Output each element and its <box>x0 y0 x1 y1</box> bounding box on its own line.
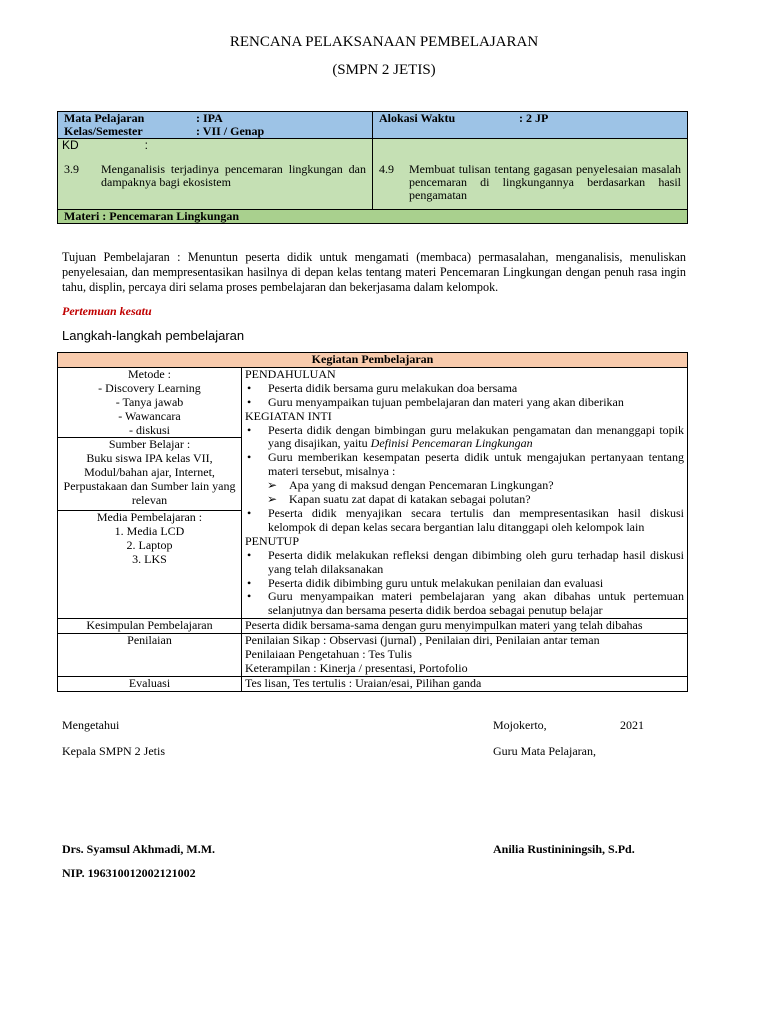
question-item: ➢ Kapan suatu zat dapat di katakan sebagai polutan? <box>267 492 531 507</box>
kd-right-text: Membuat tulisan tentang gagasan penyelesaian masalah pencemaran di lingkungannya berdasarkan hasil pengamatan <box>409 162 681 202</box>
guru-name: Anilia Rustininingsih, S.Pd. <box>493 842 635 856</box>
year-label: 2021 <box>620 718 644 732</box>
mengetahui-label: Mengetahui <box>62 718 120 732</box>
kelas-label: Kelas/Semester <box>64 124 143 138</box>
document-title: RENCANA PELAKSANAAN PEMBELAJARAN <box>229 34 539 50</box>
inti-heading: KEGIATAN INTI <box>245 408 332 423</box>
penilaian-item: Penilaiaan Pengetahuan : Tes Tulis <box>245 647 412 662</box>
list-item: • Guru menyampaikan tujuan pembelajaran dan materi yang akan diberikan <box>247 394 624 409</box>
kd-left-number: 3.9 <box>64 162 79 176</box>
arrow-icon: ➢ <box>267 492 278 507</box>
alokasi-label: Alokasi Waktu <box>379 111 456 125</box>
kepala-nip: NIP. 196310012002121002 <box>62 866 196 880</box>
kesimpulan-label: Kesimpulan Pembelajaran <box>58 619 242 634</box>
media-item: 2. Laptop <box>126 538 173 553</box>
kd-right-number: 4.9 <box>379 162 394 176</box>
list-item: • Peserta didik dengan bimbingan guru melakukan pengamatan dan menanggapi topik yang disajikan, yaitu Definisi Pencemaran Lingkungan <box>247 422 684 451</box>
question-item: ➢ Apa yang di maksud dengan Pencemaran Lingkungan? <box>267 478 554 493</box>
kd-left-cell <box>58 139 373 210</box>
list-item: • Guru menyampaikan materi pembelajaran yang akan dibahas untuk pertemuan selanjutnya dan bersama peserta didik berdoa sebagai penutup belajar <box>247 589 684 618</box>
activity-header: Kegiatan Pembelajaran <box>58 353 688 368</box>
media-cell <box>58 511 242 619</box>
info-right-header <box>373 112 688 139</box>
list-item: • Peserta didik menyajikan secara tertulis dan mempresentasikan hasil diskusi kelompok di depan kelas secara bergantian lalu ditanggapi oleh kelompok lain <box>247 505 684 534</box>
kelas-value: : VII / Genap <box>196 124 265 138</box>
metode-item: - diskusi <box>128 422 170 437</box>
list-item: • Peserta didik bersama guru melakukan doa bersama <box>247 380 518 395</box>
penilaian-item: Keterampilan : Kinerja / presentasi, Portofolio <box>245 660 468 675</box>
guru-label: Guru Mata Pelajaran, <box>493 744 596 758</box>
place-label: Mojokerto, <box>493 718 547 732</box>
document-subtitle: (SMPN 2 JETIS) <box>332 62 436 78</box>
metode-label: Metode : <box>128 366 171 381</box>
media-item: 3. LKS <box>132 552 167 567</box>
list-item: • Peserta didik dibimbing guru untuk melakukan penilaian dan evaluasi <box>247 575 604 590</box>
metode-item: - Tanya jawab <box>115 394 184 409</box>
info-table <box>57 111 688 224</box>
kd-colon: : <box>144 138 149 152</box>
kepala-label: Kepala SMPN 2 Jetis <box>62 744 165 758</box>
tujuan-pembelajaran: Tujuan Pembelajaran : Menuntun peserta didik untuk mengamati (membaca) permasalahan, menganalisis, menuliskan penyelesaian, dan mempresentasikan hasilnya di depan kelas tentang materi Pencemaran Lingkungan dengan penuh rasa ingin tahu, displin, percaya diri selama proses pembelajaran dan bekerjasama dalam kelompok. <box>62 250 686 294</box>
mapel-label: Mata Pelajaran <box>64 111 145 125</box>
penilaian-label: Penilaian <box>58 634 242 677</box>
alokasi-value: : 2 JP <box>519 111 549 125</box>
penilaian-cell <box>242 634 688 677</box>
metode-cell <box>58 367 242 438</box>
sumber-cell <box>58 438 242 511</box>
penutup-heading: PENUTUP <box>245 533 300 548</box>
kesimpulan-value: Peserta didik bersama-sama dengan guru menyimpulkan materi yang telah dibahas <box>242 619 688 634</box>
info-left-header <box>58 112 373 139</box>
materi-row: Materi : Pencemaran Lingkungan <box>58 210 688 224</box>
langkah-heading: Langkah-langkah pembelajaran <box>62 328 245 343</box>
media-label: Media Pembelajaran : <box>96 510 203 525</box>
list-item: • Peserta didik melakukan refleksi dengan dibimbing oleh guru terhadap hasil diskusi yang telah dilaksanakan <box>247 547 684 576</box>
definisi-emphasis: Definisi Pencemaran Lingkungan <box>370 436 533 451</box>
arrow-icon: ➢ <box>267 478 278 493</box>
pendahuluan-heading: PENDAHULUAN <box>245 366 336 381</box>
list-item: • Guru memberikan kesempatan peserta didik untuk mengajukan pertanyaan tentang materi tersebut, misalnya : <box>247 450 684 479</box>
kd-right-cell <box>373 139 688 210</box>
kd-left-text: Menganalisis terjadinya pencemaran lingkungan dan dampaknya bagi ekosistem <box>101 162 366 189</box>
sumber-value: Buku siswa IPA kelas VII, Modul/bahan ajar, Internet, Perpustakaan dan Sumber lain yang relevan <box>63 451 236 508</box>
media-item: 1. Media LCD <box>114 524 185 539</box>
pertemuan-heading: Pertemuan kesatu <box>62 304 152 318</box>
metode-item: - Discovery Learning <box>98 380 201 395</box>
kepala-name: Drs. Syamsul Akhmadi, M.M. <box>62 842 216 856</box>
activity-table <box>57 352 688 692</box>
kegiatan-cell <box>242 367 688 618</box>
sumber-label: Sumber Belajar : <box>108 437 191 452</box>
kd-label: KD <box>62 138 79 152</box>
metode-item: - Wawancara <box>118 408 181 423</box>
penilaian-item: Penilaian Sikap : Observasi (jurnal) , Penilaian diri, Penilaian antar teman <box>245 633 600 648</box>
evaluasi-label: Evaluasi <box>58 676 242 691</box>
evaluasi-value: Tes lisan, Tes tertulis : Uraian/esai, Pilihan ganda <box>242 676 688 691</box>
mapel-value: : IPA <box>196 111 223 125</box>
